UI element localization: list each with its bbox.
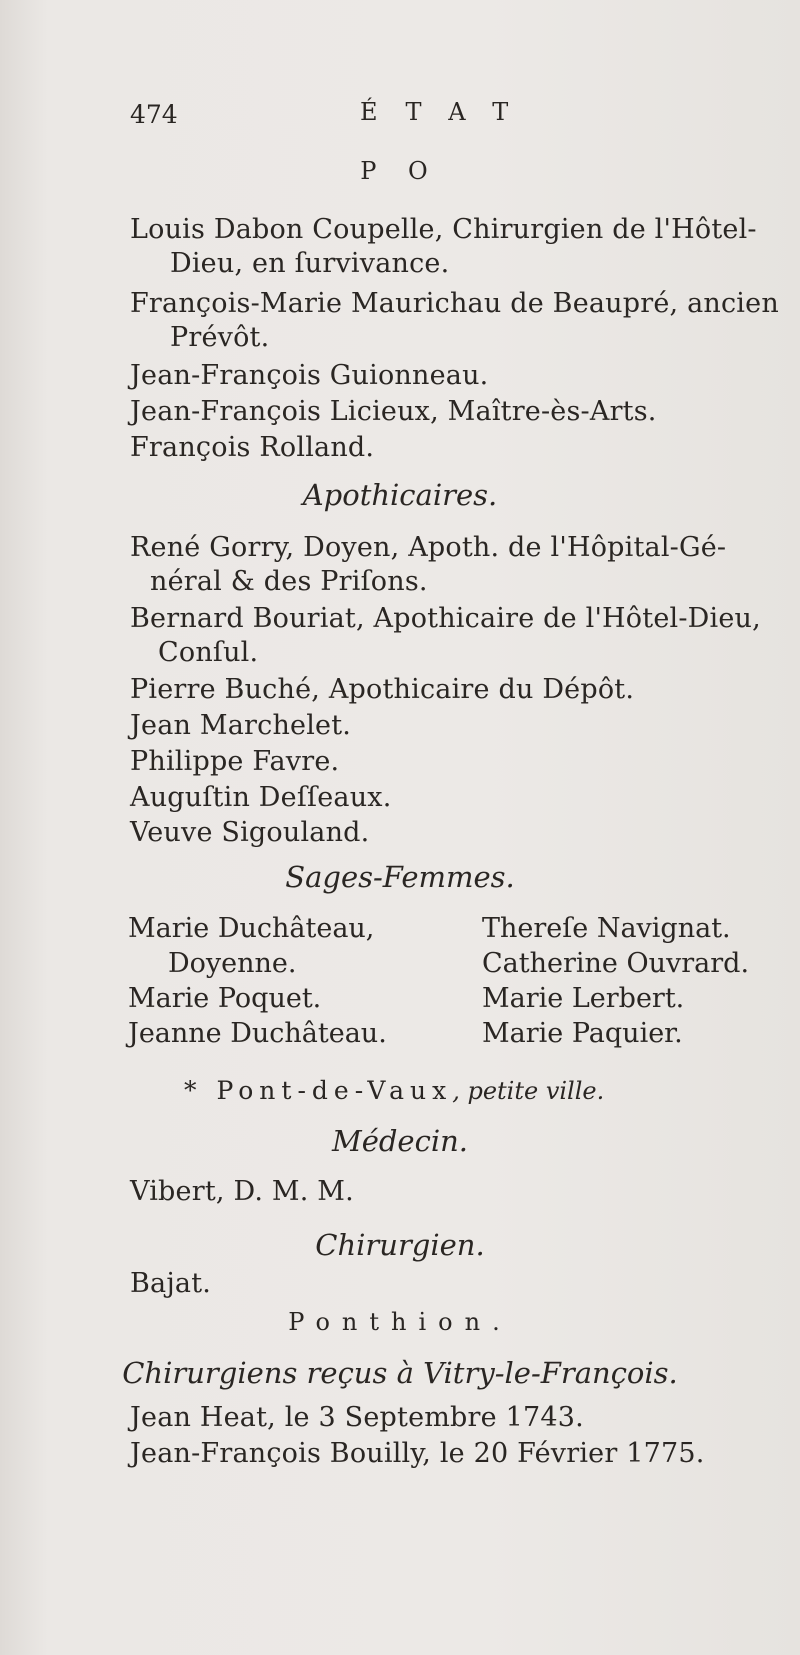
- list-item: Catherine Ouvrard.: [482, 948, 750, 979]
- entry-line: Bernard Bouriat, Apothicaire de l'Hôtel-Dieu,: [130, 603, 761, 634]
- page-number: 474: [130, 100, 178, 129]
- running-title: ÉTAT: [360, 98, 537, 126]
- entry-line: Bajat.: [130, 1268, 212, 1299]
- place-descriptor: , petite ville.: [452, 1077, 605, 1105]
- entry-line: François Rolland.: [130, 432, 375, 463]
- section-heading-chirurgien: Chirurgien.: [315, 1228, 485, 1262]
- section-heading-vitry: Chirurgiens reçus à Vitry-le-François.: [122, 1356, 678, 1390]
- entry-line: Dieu, en ſurvivance.: [170, 248, 450, 279]
- section-heading-ponthion: Ponthion.: [288, 1308, 512, 1336]
- section-heading-pont-de-vaux: [184, 1075, 604, 1107]
- list-item: Marie Poquet.: [128, 983, 322, 1014]
- entry-line: Conſul.: [158, 637, 259, 668]
- list-item: Marie Lerbert.: [482, 983, 685, 1014]
- entry-line: Jean Marchelet.: [130, 710, 352, 741]
- section-heading-medecin: Médecin.: [332, 1124, 468, 1158]
- entry-line: Prévôt.: [170, 322, 270, 353]
- section-heading-sages-femmes: Sages-Femmes.: [285, 860, 515, 894]
- section-heading-apothicaires: Apothicaires.: [302, 478, 498, 512]
- entry-line: Louis Dabon Coupelle, Chirurgien de l'Hôtel-: [130, 214, 757, 245]
- entry-line: néral & des Priſons.: [150, 566, 428, 597]
- section-heading-po: P O: [360, 157, 440, 185]
- entry-line: Veuve Sigouland.: [130, 817, 370, 848]
- entry-line: Jean Heat, le 3 Septembre 1743.: [130, 1402, 584, 1433]
- list-item: Marie Duchâteau,: [128, 913, 375, 944]
- entry-line: Jean-François Guionneau.: [130, 360, 489, 391]
- list-item: Thereſe Navignat.: [482, 913, 731, 944]
- entry-line: Pierre Buché, Apothicaire du Dépôt.: [130, 674, 635, 705]
- entry-line: Jean-François Bouilly, le 20 Février 1775.: [130, 1438, 705, 1469]
- entry-line: François-Marie Maurichau de Beaupré, ancien: [130, 288, 779, 319]
- entry-line: René Gorry, Doyen, Apoth. de l'Hôpital-Gé-: [130, 532, 727, 563]
- entry-line: Jean-François Licieux, Maître-ès-Arts.: [130, 396, 657, 427]
- place-name: * Pont-de-Vaux: [184, 1076, 453, 1105]
- entry-line: Philippe Favre.: [130, 746, 340, 777]
- list-item: Jeanne Duchâteau.: [128, 1018, 387, 1049]
- entry-line: Vibert, D. M. M.: [130, 1176, 354, 1207]
- list-item: Doyenne.: [168, 948, 297, 979]
- list-item: Marie Paquier.: [482, 1018, 683, 1049]
- entry-line: Auguſtin Deſſeaux.: [130, 782, 392, 813]
